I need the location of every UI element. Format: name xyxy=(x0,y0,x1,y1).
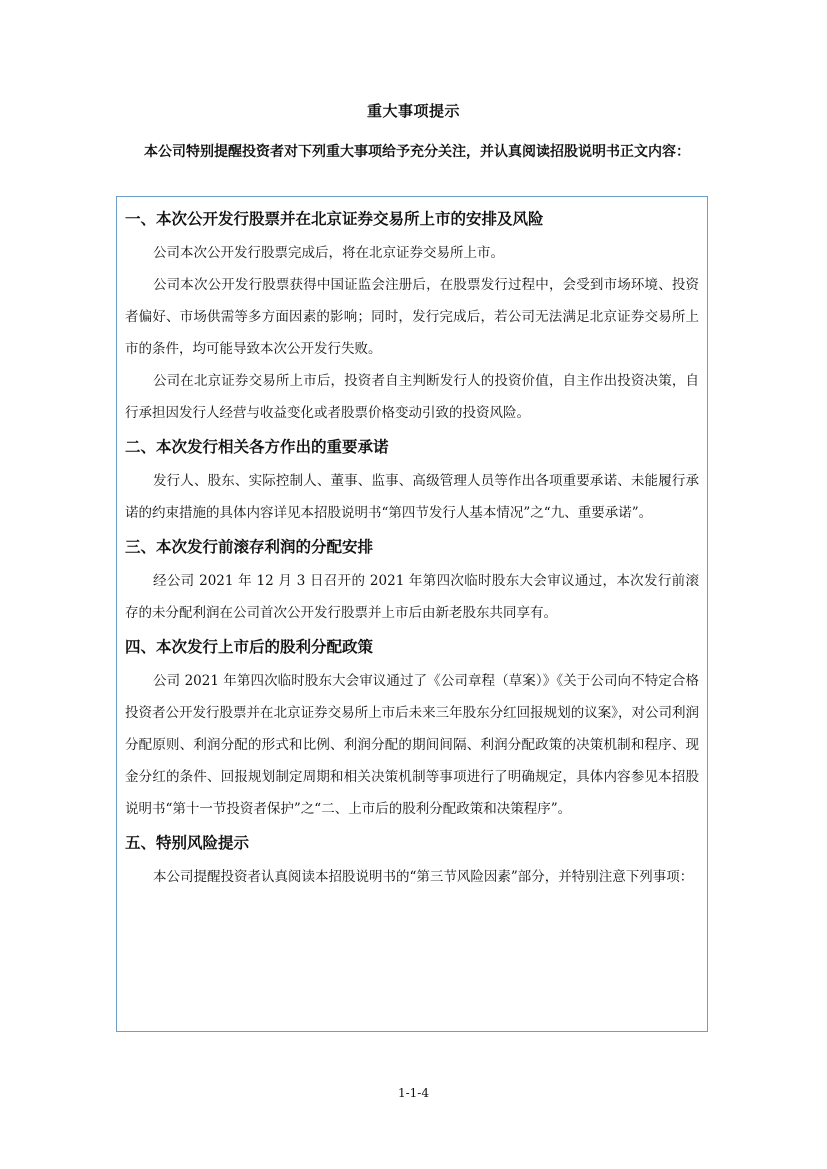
section-paragraph: 公司 2021 年第四次临时股东大会审议通过了《公司章程（草案）》《关于公司向不特定合格投资者公开发行股票并在北京证券交易所上市后未来三年股东分红回报规划的议案》，对公司利润分配原则、利润分配的形式和比例、利润分配的期间间隔、利润分配政策的决策机制和程序、现金分红的条件、回报规划制定周期和相关决策机制等事项进行了明确规定，具体内容参见本招股说明书“第十一节投资者保护”之“二、上市后的股利分配政策和决策程序”。 xyxy=(125,673,699,817)
section-heading: 三、本次发行前滚存利润的分配安排 xyxy=(125,538,374,556)
section-heading: 二、本次发行相关各方作出的重要承诺 xyxy=(125,438,389,456)
page-number: 1-1-4 xyxy=(397,1086,429,1100)
section-heading: 四、本次发行上市后的股利分配政策 xyxy=(125,638,374,656)
content-box xyxy=(116,196,708,1032)
section-paragraph: 经公司 2021 年 12 月 3 日召开的 2021 年第四次临时股东大会审议通过，本次发行前滚存的未分配利润在公司首次公开发行股票并上市后由新老股东共同享有。 xyxy=(125,573,699,621)
section-paragraph: 公司本次公开发行股票获得中国证监会注册后，在股票发行过程中，会受到市场环境、投资者偏好、市场供需等多方面因素的影响；同时，发行完成后，若公司无法满足北京证券交易所上市的条件，均可能导致本次公开发行失败。 xyxy=(125,277,699,357)
section-paragraph: 本公司提醒投资者认真阅读本招股说明书的“第三节风险因素”部分，并特别注意下列事项： xyxy=(153,869,694,885)
page-title: 重大事项提示 xyxy=(366,102,460,120)
intro-paragraph: 本公司特别提醒投资者对下列重大事项给予充分关注，并认真阅读招股说明书正文内容： xyxy=(144,144,690,160)
section-paragraph: 公司本次公开发行股票完成后，将在北京证券交易所上市。 xyxy=(153,245,504,261)
section-paragraph: 发行人、股东、实际控制人、董事、监事、高级管理人员等作出各项重要承诺、未能履行承诺的约束措施的具体内容详见本招股说明书“第四节发行人基本情况”之“九、重要承诺”。 xyxy=(125,473,699,521)
section-heading: 一、本次公开发行股票并在北京证券交易所上市的安排及风险 xyxy=(125,210,544,228)
section-heading: 五、特别风险提示 xyxy=(125,834,250,852)
section-paragraph: 公司在北京证券交易所上市后，投资者自主判断发行人的投资价值，自主作出投资决策，自行承担因发行人经营与收益变化或者股票价格变动引致的投资风险。 xyxy=(125,373,699,421)
